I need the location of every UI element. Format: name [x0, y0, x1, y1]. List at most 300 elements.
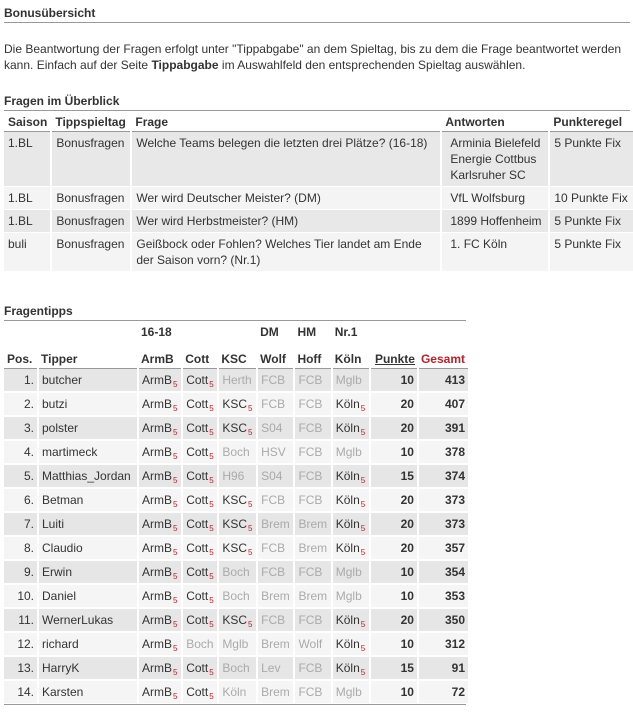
row-position: 14.	[4, 680, 38, 704]
tip-value: Brem	[261, 589, 290, 603]
points-marker: 5	[173, 404, 178, 413]
row-gesamt: 373	[418, 488, 468, 512]
points-marker: 5	[173, 524, 178, 533]
tip-cott	[182, 512, 218, 536]
tip-value: S04	[261, 421, 283, 435]
tip-ksc	[218, 369, 257, 393]
tip-armb	[138, 416, 182, 440]
tip-armb	[138, 560, 182, 584]
question-spieltag: Bonusfragen	[51, 132, 131, 187]
tip-cott	[182, 536, 218, 560]
row-punkte: 10	[370, 632, 418, 656]
points-marker: 5	[209, 524, 214, 533]
tip-value: ArmB	[142, 589, 172, 603]
tipper-name-link[interactable]: Luiti	[38, 512, 138, 536]
row-gesamt: 91	[418, 656, 468, 680]
points-marker: 5	[360, 668, 366, 677]
tip-cott	[182, 392, 218, 416]
row-gesamt: 312	[418, 632, 468, 656]
row-gesamt: 72	[418, 680, 468, 704]
tip-value: Cott	[186, 493, 209, 507]
tip-hoff	[294, 464, 331, 488]
tip-value: Cott	[186, 541, 209, 555]
tip-hoff	[294, 512, 331, 536]
tip-value: Mglb	[335, 445, 362, 459]
questions-section-title: Fragen im Überblick	[4, 94, 630, 111]
tip-armb	[138, 536, 182, 560]
question-punkteregel: 5 Punkte Fix	[549, 132, 633, 187]
answer-item: Karlsruher SC	[450, 168, 526, 182]
tip-wolf	[257, 632, 294, 656]
tip-wolf	[257, 464, 294, 488]
tip-koeln	[332, 416, 370, 440]
tip-koeln	[332, 488, 370, 512]
tipper-row	[4, 512, 468, 536]
tip-value: Cott	[186, 469, 209, 483]
row-punkte: 10	[370, 680, 418, 704]
tip-value: KSC	[222, 541, 247, 555]
row-punkte: 20	[370, 392, 418, 416]
points-marker: 5	[360, 500, 366, 509]
intro-text-part-1: Die Beantwortung der Fragen erfolgt unter "Tippabgabe" an dem Spieltag, bis zu dem die Frage beantwortet werden kann. Einfach auf der Seite	[4, 42, 622, 72]
tip-armb	[138, 488, 182, 512]
row-gesamt: 378	[418, 440, 468, 464]
points-marker: 5	[248, 620, 253, 629]
row-position: 8.	[4, 536, 38, 560]
tip-value: Boch	[186, 637, 214, 651]
tip-value: Brem	[298, 541, 328, 555]
col-pos: Pos.	[4, 342, 38, 369]
points-marker: 5	[173, 452, 178, 461]
tip-koeln	[332, 392, 370, 416]
tip-value: Cott	[186, 661, 209, 675]
tipper-row	[4, 680, 468, 704]
tip-value: FCB	[298, 661, 323, 675]
question-answers	[441, 187, 549, 210]
tip-value: Boch	[222, 589, 250, 603]
points-marker: 5	[360, 620, 366, 629]
col-antworten: Antworten	[441, 113, 549, 132]
tipps-table	[4, 322, 468, 705]
question-text: Wer wird Deutscher Meister? (DM)	[131, 187, 441, 210]
tip-value: Cott	[186, 613, 209, 627]
row-gesamt: 407	[418, 392, 468, 416]
row-position: 3.	[4, 416, 38, 440]
tip-value: H96	[222, 469, 245, 483]
tip-hoff	[294, 536, 331, 560]
row-gesamt: 374	[418, 464, 468, 488]
tip-value: Cott	[186, 685, 209, 699]
tip-wolf	[257, 369, 294, 393]
points-marker: 5	[209, 404, 214, 413]
question-answers	[441, 132, 549, 187]
row-position: 7.	[4, 512, 38, 536]
tip-hoff	[294, 416, 331, 440]
tip-wolf	[257, 608, 294, 632]
col-saison: Saison	[4, 113, 51, 132]
question-punkteregel: 10 Punkte Fix	[549, 187, 633, 210]
points-marker: 5	[173, 500, 178, 509]
row-position: 5.	[4, 464, 38, 488]
page-title: Bonusübersicht	[4, 6, 630, 23]
tip-hoff	[294, 440, 331, 464]
question-spieltag: Bonusfragen	[51, 210, 131, 233]
tip-value: Köln	[335, 661, 360, 675]
tip-value: FCB	[261, 373, 286, 387]
row-position: 12.	[4, 632, 38, 656]
points-marker: 5	[209, 620, 214, 629]
tip-wolf	[257, 584, 294, 608]
tip-value: ArmB	[142, 373, 172, 387]
tip-value: Boch	[222, 565, 250, 579]
tip-cott	[182, 464, 218, 488]
col-gesamt: Gesamt	[418, 342, 468, 369]
question-row	[4, 132, 633, 187]
col-frage: Frage	[131, 113, 441, 132]
tip-value: Köln	[335, 421, 360, 435]
tip-koeln	[332, 656, 370, 680]
points-marker: 5	[209, 572, 214, 581]
tipper-row	[4, 392, 468, 416]
tipps-section-title: Fragentipps	[4, 304, 466, 321]
tip-value: FCB	[298, 445, 323, 459]
tip-value: Cott	[186, 517, 209, 531]
row-punkte: 20	[370, 536, 418, 560]
tip-value: ArmB	[142, 469, 172, 483]
tipper-name-link[interactable]: butzi	[38, 392, 138, 416]
row-punkte: 20	[370, 488, 418, 512]
tip-value: Boch	[222, 661, 250, 675]
tip-armb	[138, 656, 182, 680]
tip-wolf	[257, 440, 294, 464]
tip-cott	[182, 488, 218, 512]
row-punkte: 10	[370, 584, 418, 608]
tip-value: ArmB	[142, 421, 172, 435]
tipper-name-link[interactable]: polster	[38, 416, 138, 440]
points-marker: 5	[173, 596, 178, 605]
tip-wolf	[257, 416, 294, 440]
tipper-name-link[interactable]: richard	[38, 632, 138, 656]
points-marker: 5	[209, 428, 214, 437]
group-dm: DM	[260, 325, 279, 339]
answer-item: Arminia Bielefeld	[450, 136, 541, 150]
row-punkte: 20	[370, 416, 418, 440]
tip-value: Köln	[335, 517, 360, 531]
tipper-row	[4, 656, 468, 680]
tip-wolf	[257, 656, 294, 680]
tip-cott	[182, 560, 218, 584]
points-marker: 5	[248, 500, 253, 509]
tipper-name-link[interactable]: HarryK	[38, 656, 138, 680]
tip-koeln	[332, 584, 370, 608]
row-position: 13.	[4, 656, 38, 680]
tip-cott	[182, 680, 218, 704]
tip-value: Brem	[261, 637, 290, 651]
points-marker: 5	[173, 692, 178, 701]
tip-hoff	[294, 632, 331, 656]
col-wolf: Wolf	[257, 342, 294, 369]
points-marker: 5	[360, 404, 366, 413]
tip-value: Mglb	[335, 373, 362, 387]
tip-value: Brem	[298, 517, 328, 531]
points-marker: 5	[173, 668, 178, 677]
tip-cott	[182, 632, 218, 656]
row-punkte: 10	[370, 560, 418, 584]
row-position: 11.	[4, 608, 38, 632]
answer-item: 1. FC Köln	[450, 237, 508, 251]
question-saison: 1.BL	[4, 187, 51, 210]
col-tipper: Tipper	[38, 342, 138, 369]
tip-armb	[138, 512, 182, 536]
row-punkte: 10	[370, 369, 418, 393]
tippabgabe-link[interactable]: Tippabgabe	[151, 58, 219, 72]
tip-hoff	[294, 608, 331, 632]
tip-armb	[138, 464, 182, 488]
tip-value: Brem	[261, 517, 290, 531]
tip-value: ArmB	[142, 565, 172, 579]
tip-armb	[138, 369, 182, 393]
question-row	[4, 210, 633, 233]
row-gesamt: 350	[418, 608, 468, 632]
tip-koeln	[332, 369, 370, 393]
tip-ksc	[218, 560, 257, 584]
tip-value: ArmB	[142, 613, 172, 627]
tip-koeln	[332, 680, 370, 704]
col-ksc: KSC	[218, 342, 257, 369]
tip-ksc	[218, 680, 257, 704]
tip-koeln	[332, 560, 370, 584]
tip-ksc	[218, 440, 257, 464]
row-position: 4.	[4, 440, 38, 464]
row-punkte: 15	[370, 656, 418, 680]
row-position: 1.	[4, 369, 38, 393]
tipper-name-link[interactable]: butcher	[38, 369, 138, 393]
tip-value: Köln	[335, 613, 360, 627]
tip-wolf	[257, 680, 294, 704]
points-marker: 5	[209, 476, 214, 485]
tip-value: FCB	[298, 469, 323, 483]
tip-value: FCB	[298, 493, 323, 507]
row-position: 6.	[4, 488, 38, 512]
tip-value: Mglb	[335, 685, 362, 699]
tip-value: ArmB	[142, 637, 172, 651]
tipper-name-link[interactable]: WernerLukas	[38, 608, 138, 632]
points-marker: 5	[209, 380, 214, 389]
tip-value: S04	[261, 469, 283, 483]
tip-value: ArmB	[142, 397, 172, 411]
tip-value: ArmB	[142, 541, 172, 555]
question-saison: 1.BL	[4, 210, 51, 233]
tip-wolf	[257, 560, 294, 584]
tip-value: ArmB	[142, 493, 172, 507]
col-punkte-sort-link[interactable]: Punkte	[370, 342, 418, 369]
tip-value: Köln	[335, 493, 360, 507]
points-marker: 5	[360, 548, 366, 557]
tip-value: FCB	[298, 397, 323, 411]
tip-value: Brem	[261, 685, 290, 699]
tip-value: FCB	[261, 493, 286, 507]
row-gesamt: 391	[418, 416, 468, 440]
tipper-name-link[interactable]: Erwin	[38, 560, 138, 584]
tip-koeln	[332, 440, 370, 464]
tip-value: ArmB	[142, 445, 172, 459]
tip-value: FCB	[298, 565, 323, 579]
intro-text	[4, 41, 628, 73]
row-gesamt: 413	[418, 369, 468, 393]
tip-cott	[182, 440, 218, 464]
question-spieltag: Bonusfragen	[51, 187, 131, 210]
tip-armb	[138, 632, 182, 656]
tip-value: Lev	[261, 661, 281, 675]
tipper-name-link[interactable]: Matthias_Jordan	[38, 464, 138, 488]
points-marker: 5	[173, 428, 178, 437]
tip-value: Köln	[335, 397, 360, 411]
tipper-row	[4, 536, 468, 560]
tip-value: KSC	[222, 421, 247, 435]
answer-item: 1899 Hoffenheim	[450, 214, 542, 228]
points-marker: 5	[360, 428, 366, 437]
row-gesamt: 357	[418, 536, 468, 560]
tipper-row	[4, 416, 468, 440]
row-gesamt: 354	[418, 560, 468, 584]
tip-hoff	[294, 584, 331, 608]
points-marker: 5	[173, 572, 178, 581]
tip-value: Mglb	[222, 637, 249, 651]
group-hm: HM	[297, 325, 317, 339]
col-koeln: Köln	[332, 342, 370, 369]
tip-wolf	[257, 392, 294, 416]
tip-value: Köln	[335, 469, 360, 483]
tip-cott	[182, 416, 218, 440]
row-position: 9.	[4, 560, 38, 584]
points-marker: 5	[360, 524, 366, 533]
answer-item: VfL Wolfsburg	[450, 191, 526, 205]
tip-koeln	[332, 464, 370, 488]
group-16-18: 16-18	[141, 325, 172, 339]
tip-armb	[138, 392, 182, 416]
tip-ksc	[218, 584, 257, 608]
tip-value: Cott	[186, 589, 209, 603]
tip-armb	[138, 608, 182, 632]
tip-value: FCB	[261, 565, 286, 579]
tip-value: Boch	[222, 445, 250, 459]
tip-ksc	[218, 392, 257, 416]
tipper-row	[4, 632, 468, 656]
tip-koeln	[332, 608, 370, 632]
tip-wolf	[257, 488, 294, 512]
tip-cott	[182, 656, 218, 680]
points-marker: 5	[248, 524, 253, 533]
tip-value: FCB	[261, 541, 286, 555]
tipper-name-link[interactable]: Claudio	[38, 536, 138, 560]
tip-value: FCB	[261, 397, 286, 411]
tipper-name-link[interactable]: Daniel	[38, 584, 138, 608]
row-punkte: 10	[370, 440, 418, 464]
tip-armb	[138, 584, 182, 608]
question-row	[4, 233, 633, 272]
tip-ksc	[218, 512, 257, 536]
tip-value: Köln	[335, 541, 360, 555]
tip-value: Mglb	[335, 589, 362, 603]
question-punkteregel: 5 Punkte Fix	[549, 233, 633, 272]
question-saison: 1.BL	[4, 132, 51, 187]
tip-value: FCB	[298, 685, 323, 699]
tipper-name-link[interactable]: martimeck	[38, 440, 138, 464]
col-cott: Cott	[182, 342, 218, 369]
row-gesamt: 353	[418, 584, 468, 608]
col-tippspieltag: Tippspieltag	[51, 113, 131, 132]
tip-wolf	[257, 536, 294, 560]
points-marker: 5	[173, 380, 178, 389]
row-gesamt: 373	[418, 512, 468, 536]
question-text: Welche Teams belegen die letzten drei Plätze? (16-18)	[131, 132, 441, 187]
tipper-row	[4, 464, 468, 488]
tip-hoff	[294, 656, 331, 680]
tip-value: FCB	[298, 613, 323, 627]
tipper-name-link[interactable]: Karsten	[38, 680, 138, 704]
points-marker: 5	[248, 428, 253, 437]
questions-table	[4, 113, 633, 272]
tip-value: Köln	[222, 685, 247, 699]
tipper-row	[4, 440, 468, 464]
row-punkte: 20	[370, 608, 418, 632]
tip-value: Herth	[222, 373, 252, 387]
tip-value: ArmB	[142, 517, 172, 531]
tip-cott	[182, 369, 218, 393]
question-saison: buli	[4, 233, 51, 272]
tip-ksc	[218, 488, 257, 512]
tip-cott	[182, 608, 218, 632]
points-marker: 5	[209, 452, 214, 461]
question-text: Geißbock oder Fohlen? Welches Tier landet am Ende der Saison vorn? (Nr.1)	[131, 233, 441, 272]
tip-cott	[182, 584, 218, 608]
row-punkte: 20	[370, 512, 418, 536]
points-marker: 5	[248, 548, 253, 557]
points-marker: 5	[209, 668, 214, 677]
tipper-row	[4, 584, 468, 608]
tip-koeln	[332, 632, 370, 656]
tip-hoff	[294, 369, 331, 393]
row-position: 2.	[4, 392, 38, 416]
tip-value: Cott	[186, 445, 209, 459]
col-punkteregel: Punkteregel	[549, 113, 633, 132]
tip-koeln	[332, 536, 370, 560]
tip-value: Cott	[186, 373, 209, 387]
answer-item: Energie Cottbus	[450, 152, 537, 166]
question-text: Wer wird Herbstmeister? (HM)	[131, 210, 441, 233]
points-marker: 5	[360, 476, 366, 485]
tip-hoff	[294, 560, 331, 584]
tip-armb	[138, 440, 182, 464]
question-answers	[441, 233, 549, 272]
tip-value: Cott	[186, 397, 209, 411]
tip-ksc	[218, 536, 257, 560]
tip-ksc	[218, 608, 257, 632]
points-marker: 5	[248, 404, 253, 413]
tip-value: HSV	[261, 445, 286, 459]
tip-armb	[138, 680, 182, 704]
tip-value: ArmB	[142, 685, 172, 699]
question-punkteregel: 5 Punkte Fix	[549, 210, 633, 233]
points-marker: 5	[209, 500, 214, 509]
tipper-row	[4, 488, 468, 512]
question-spieltag: Bonusfragen	[51, 233, 131, 272]
tip-ksc	[218, 632, 257, 656]
tip-value: FCB	[298, 373, 323, 387]
tipper-row	[4, 608, 468, 632]
question-row	[4, 187, 633, 210]
tipper-name-link[interactable]: Betman	[38, 488, 138, 512]
